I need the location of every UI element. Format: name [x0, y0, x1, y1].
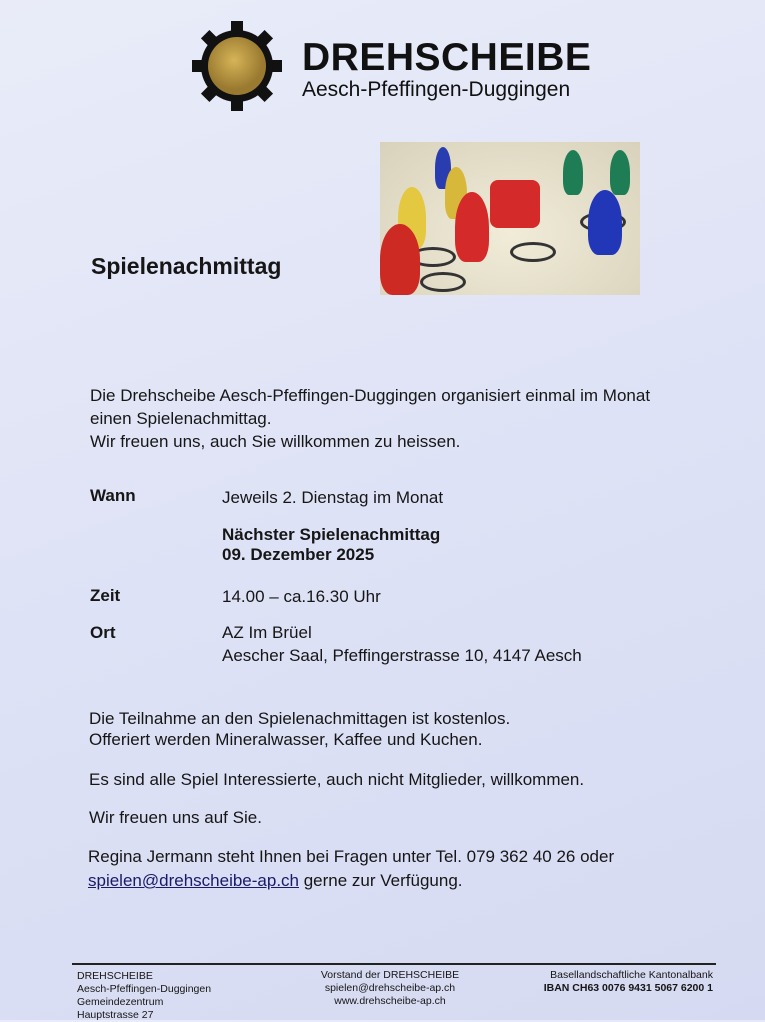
board-game-photo: [380, 142, 640, 295]
wann-value: Jeweils 2. Dienstag im Monat: [222, 488, 444, 507]
footer-divider: [72, 963, 716, 965]
brand-subtitle: Aesch-Pfeffingen-Duggingen: [302, 78, 571, 101]
zeit-value: 14.00 – ca.16.30 Uhr: [222, 587, 381, 606]
footer-line: Vorstand der DREHSCHEIBE: [320, 969, 460, 981]
page-title: Spielenachmittag: [91, 253, 282, 279]
dice-icon: [490, 180, 540, 228]
email-link[interactable]: spielen@drehscheibe-ap.ch: [88, 871, 299, 890]
zeit-label: Zeit: [90, 586, 121, 605]
drehscheibe-logo-icon: [192, 21, 282, 111]
ort-line1: AZ Im Brüel: [222, 623, 312, 642]
footer-line: Basellandschaftliche Kantonalbank: [550, 969, 713, 981]
intro-paragraph: [90, 384, 650, 453]
footer-bank: [544, 969, 713, 995]
footer-email[interactable]: spielen@drehscheibe-ap.ch: [324, 982, 456, 994]
welcome-text: Es sind alle Spiel Interessierte, auch nicht Mitglieder, willkommen.: [89, 770, 585, 789]
footer-line: Hauptstrasse 27: [77, 1009, 154, 1021]
footer-address: [77, 970, 211, 1022]
closing-text: Wir freuen uns auf Sie.: [89, 808, 262, 827]
intro-line: einen Spielenachmittag.: [90, 409, 272, 428]
brand-name: DREHSCHEIBE: [302, 36, 592, 79]
footer-iban: IBAN CH63 0076 9431 5067 6200 1: [543, 982, 713, 994]
next-event-label: Nächster Spielenachmittag: [222, 525, 441, 544]
ort-line2: Aescher Saal, Pfeffingerstrasse 10, 4147 Aesch: [222, 646, 582, 665]
ort-label: Ort: [90, 623, 116, 642]
footer-line: DREHSCHEIBE: [77, 970, 153, 982]
intro-line: Wir freuen uns, auch Sie willkommen zu heissen.: [90, 432, 461, 451]
contact-line1: Regina Jermann steht Ihnen bei Fragen unter Tel. 079 362 40 26 oder: [88, 847, 615, 866]
footer-line: Gemeindezentrum: [77, 996, 164, 1008]
wann-label: Wann: [90, 486, 136, 505]
intro-line: Die Drehscheibe Aesch-Pfeffingen-Duggingen organisiert einmal im Monat: [90, 386, 651, 405]
contact-line2: [88, 869, 463, 892]
cost-line1: Die Teilnahme an den Spielenachmittagen ist kostenlos.: [89, 709, 511, 728]
footer-contact: [320, 969, 460, 1008]
next-event-date: 09. Dezember 2025: [222, 545, 375, 564]
footer-website[interactable]: www.drehscheibe-ap.ch: [334, 995, 446, 1007]
cost-line2: Offeriert werden Mineralwasser, Kaffee und Kuchen.: [89, 730, 483, 749]
contact-line2-text: gerne zur Verfügung.: [299, 871, 463, 890]
footer-line: Aesch-Pfeffingen-Duggingen: [77, 983, 212, 995]
